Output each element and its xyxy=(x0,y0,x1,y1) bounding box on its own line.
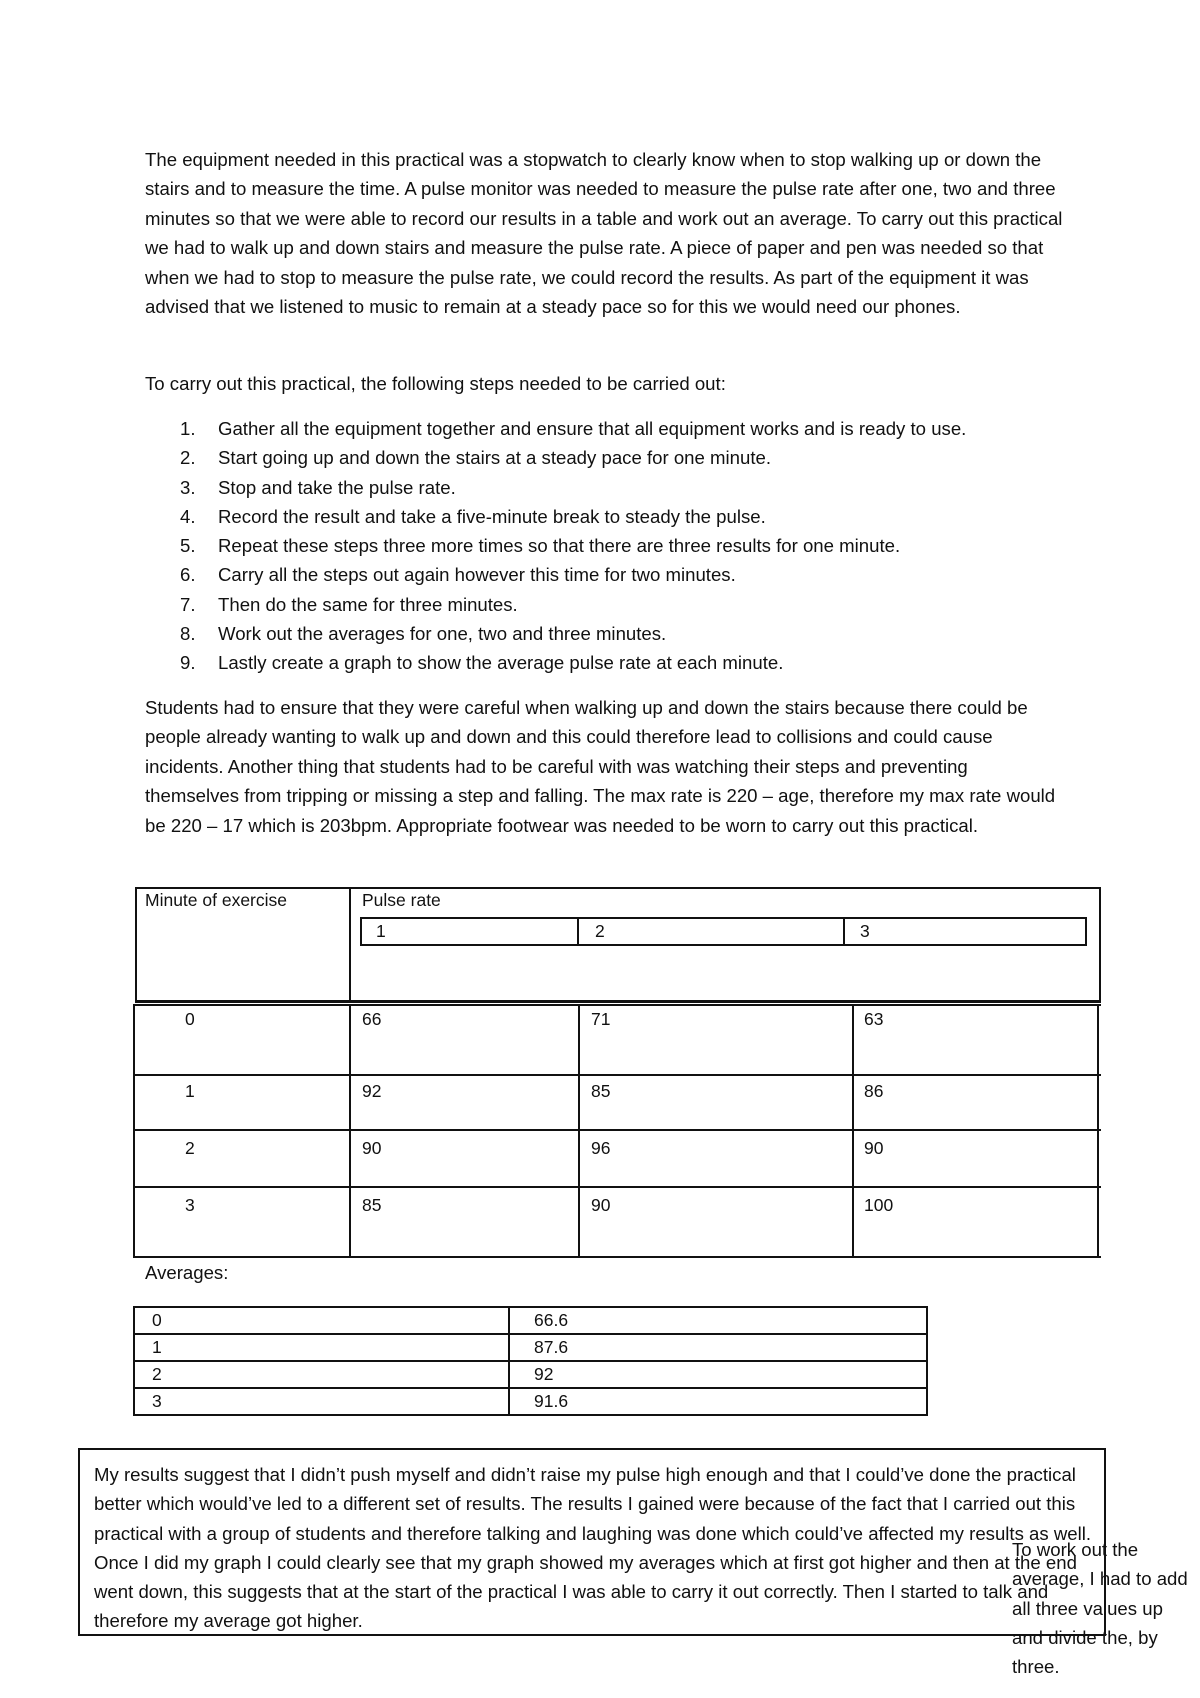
list-item xyxy=(180,414,966,443)
pulse-cell: 85 xyxy=(362,1195,382,1215)
results-conclusion-text: My results suggest that I didn’t push myself and didn’t raise my pulse high enough and that I could’ve done the practical better which would’ve led to a different set of results. The results I gained were because of the fact that I carried out this practical with a group of students and therefore talking and laughing was done which could’ve affected my results as well. Once I did my graph I could clearly see that my graph showed my averages which at first got higher and then at the end went down, this suggests that at the start of the practical I was able to carry it out correctly. Then I started to talk and therefore my average got higher. xyxy=(94,1464,1092,1632)
table-border xyxy=(135,1000,1101,1003)
pulse-cell: 100 xyxy=(864,1195,894,1215)
list-item xyxy=(180,619,966,648)
table-border xyxy=(360,917,362,946)
step-text: Stop and take the pulse rate. xyxy=(218,476,456,498)
table-border xyxy=(133,1306,928,1308)
table-border xyxy=(1097,1004,1099,1258)
step-number: 1. xyxy=(180,418,196,439)
step-number: 5. xyxy=(180,535,196,557)
table-border xyxy=(360,917,1087,919)
table-border xyxy=(843,917,845,946)
table-border xyxy=(349,887,351,1002)
average-minute-cell: 3 xyxy=(152,1391,162,1411)
step-text: Lastly create a graph to show the average pulse rate at each minute. xyxy=(218,652,784,674)
step-text: Repeat these steps three more times so that there are three results for one minute. xyxy=(218,535,901,557)
step-number: 4. xyxy=(180,505,196,527)
table-border xyxy=(133,1004,135,1258)
equipment-paragraph: The equipment needed in this practical was a stopwatch to clearly know when to stop walking up or down the stairs and to measure the time. A pulse monitor was needed to measure the pulse rate after one, two and three minutes so that we were able to record our results in a table and work out an average. To carry out this practical we had to walk up and down stairs and measure the pulse rate. A piece of paper and pen was needed so that when we had to stop to measure the pulse rate, we could record the results. As part of the equipment it was advised that we listened to music to remain at a steady pace so for this we would need our phones. xyxy=(145,149,1063,318)
step-number: 6. xyxy=(180,564,196,586)
pulse-cell: 90 xyxy=(591,1195,611,1215)
average-value-cell: 91.6 xyxy=(534,1391,569,1411)
list-item xyxy=(180,531,966,560)
step-text: Record the result and take a five-minute break to steady the pulse. xyxy=(218,505,766,527)
trial-header: 2 xyxy=(595,921,605,941)
minute-cell: 2 xyxy=(185,1138,195,1158)
table-border xyxy=(133,1186,1101,1188)
step-text: Then do the same for three minutes. xyxy=(218,593,518,615)
steps-intro: To carry out this practical, the following steps needed to be carried out: xyxy=(145,373,726,394)
table-border xyxy=(1085,917,1087,946)
step-number: 7. xyxy=(180,593,196,615)
minute-cell: 3 xyxy=(185,1195,195,1215)
table-border xyxy=(577,917,579,946)
table-border xyxy=(135,887,137,1002)
table-border xyxy=(133,1414,928,1416)
step-text: Start going up and down the stairs at a steady pace for one minute. xyxy=(218,447,771,469)
table-border xyxy=(133,1306,135,1416)
step-number: 2. xyxy=(180,447,196,469)
safety-paragraph: Students had to ensure that they were careful when walking up and down the stairs because there could be people already wanting to walk up and down and this could therefore lead to collisions and could cause incidents. Another thing that students had to be careful with was watching their steps and preventing themselves from tripping or missing a step and falling. The max rate is 220 – age, therefore my max rate would be 220 – 17 which is 203bpm. Appropriate footwear was needed to be worn to carry out this practical. xyxy=(145,697,1056,836)
table-border xyxy=(133,1256,1101,1258)
step-number: 3. xyxy=(180,476,196,498)
step-number: 8. xyxy=(180,623,196,645)
average-value-cell: 66.6 xyxy=(534,1310,569,1330)
pulse-cell: 86 xyxy=(864,1081,884,1101)
list-item xyxy=(180,560,966,589)
list-item xyxy=(180,502,966,531)
average-minute-cell: 2 xyxy=(152,1364,162,1384)
list-item xyxy=(180,648,966,677)
pulse-cell: 85 xyxy=(591,1081,611,1101)
table-border xyxy=(578,1004,580,1258)
list-item xyxy=(180,473,966,502)
pulse-cell: 90 xyxy=(864,1138,884,1158)
list-item xyxy=(180,590,966,619)
table-border xyxy=(926,1306,928,1416)
step-text: Gather all the equipment together and ensure that all equipment works and is ready to use. xyxy=(218,418,967,439)
step-number: 9. xyxy=(180,652,196,674)
trial-header: 1 xyxy=(376,921,386,941)
header-minute-of-exercise: Minute of exercise xyxy=(145,890,288,910)
pulse-cell: 92 xyxy=(362,1081,382,1101)
side-note: To work out the average, I had to add all three values up and divide the, by three. xyxy=(1012,1539,1188,1678)
step-text: Work out the averages for one, two and three minutes. xyxy=(218,623,667,645)
table-border xyxy=(133,1004,1101,1006)
table-border xyxy=(133,1360,928,1362)
trial-header: 3 xyxy=(860,921,870,941)
table-border xyxy=(349,1004,351,1258)
pulse-cell: 66 xyxy=(362,1009,382,1029)
header-pulse-rate: Pulse rate xyxy=(362,890,441,910)
step-text: Carry all the steps out again however this time for two minutes. xyxy=(218,564,736,586)
average-value-cell: 87.6 xyxy=(534,1337,569,1357)
minute-cell: 1 xyxy=(185,1081,195,1101)
table-border xyxy=(360,944,1087,946)
table-border xyxy=(852,1004,854,1258)
pulse-cell: 71 xyxy=(591,1009,611,1029)
pulse-cell: 96 xyxy=(591,1138,611,1158)
table-border xyxy=(135,887,1101,889)
pulse-cell: 63 xyxy=(864,1009,884,1029)
averages-label: Averages: xyxy=(145,1262,229,1283)
list-item xyxy=(180,443,966,472)
pulse-cell: 90 xyxy=(362,1138,382,1158)
average-value-cell: 92 xyxy=(534,1364,554,1384)
average-minute-cell: 0 xyxy=(152,1310,162,1330)
table-border xyxy=(133,1129,1101,1131)
average-minute-cell: 1 xyxy=(152,1337,162,1357)
method-steps-list xyxy=(180,414,966,678)
table-border xyxy=(133,1387,928,1389)
table-border xyxy=(133,1074,1101,1076)
table-border xyxy=(133,1333,928,1335)
table-border xyxy=(1099,887,1101,1002)
minute-cell: 0 xyxy=(185,1009,195,1029)
table-border xyxy=(508,1306,510,1416)
